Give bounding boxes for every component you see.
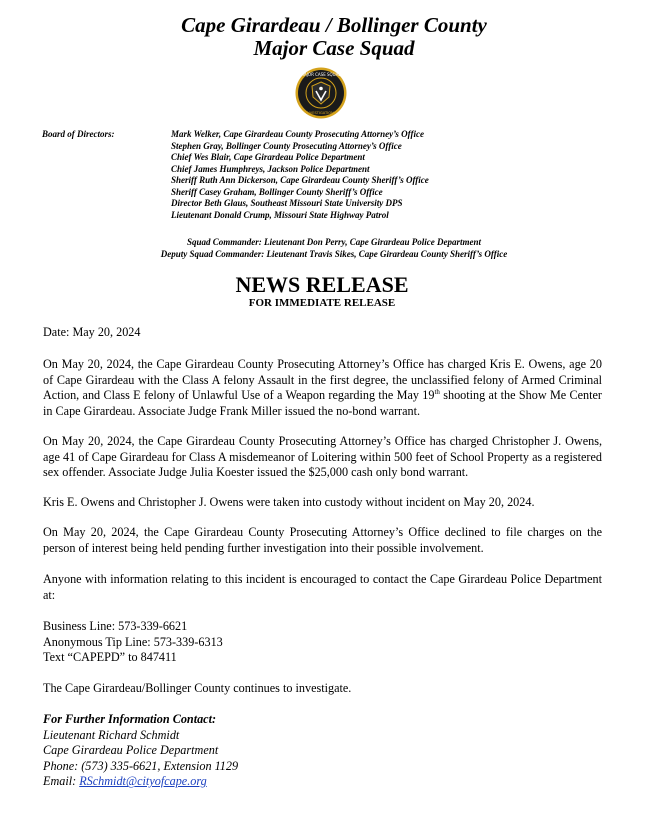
deputy-squad-commander: Deputy Squad Commander: Lieutenant Travis Sikes, Cape Girardeau County Sheriff’s Office (160, 249, 508, 259)
board-member: Sheriff Ruth Ann Dickerson, Cape Girardeau County Sheriff’s Office (171, 175, 429, 185)
contact-department: Cape Girardeau Police Department (43, 743, 219, 758)
title-line-2: Major Case Squad (253, 36, 415, 60)
paragraph-charges-christopher: On May 20, 2024, the Cape Girardeau County Prosecuting Attorney’s Office has charged Christopher J. Owens, age 41 of Cape Girardeau for Class A misdemeanor of Loitering within 500 feet of School Property as a registered sex offender. Associate Judge Julia Koester issued the $25,000 cash only bond warrant. (43, 434, 602, 480)
release-date: Date: May 20, 2024 (43, 325, 141, 339)
board-member: Director Beth Glaus, Southeast Missouri State University DPS (171, 198, 403, 208)
contact-phone-lines (43, 619, 602, 666)
paragraph-charges-kris: On May 20, 2024, the Cape Girardeau County Prosecuting Attorney’s Office has charged Kris E. Owens, age 20 of Cape Girardeau with the Class A felony Assault in the first degree, the unclassified felony of Armed Criminal Action, and Class E felony of Unlawful Use of a Weapon regarding the May 19th shooting at the Show Me Center in Cape Girardeau. Associate Judge Frank Miller issued the no-bond warrant. (43, 357, 602, 418)
squad-commander: Squad Commander: Lieutenant Don Perry, Cape Girardeau Police Department (187, 237, 481, 247)
paragraph-contact-request: Anyone with information relating to this incident is encouraged to contact the Cape Girardeau Police Department at: (43, 572, 602, 602)
board-member: Mark Welker, Cape Girardeau County Prosecuting Attorney’s Office (171, 129, 425, 139)
further-info-contact (43, 712, 238, 790)
paragraph-custody: Kris E. Owens and Christopher J. Owens were taken into custody without incident on May 20, 2024. (43, 495, 535, 509)
board-member: Chief James Humphreys, Jackson Police Department (171, 163, 370, 174)
contact-email-link[interactable]: RSchmidt@cityofcape.org (79, 774, 207, 789)
business-line: Business Line: 573-339-6621 (43, 619, 188, 633)
contact-email-row: Email: RSchmidt@cityofcape.org (43, 774, 207, 789)
anonymous-tip-line: Anonymous Tip Line: 573-339-6313 (43, 634, 223, 649)
immediate-release-subheading: FOR IMMEDIATE RELEASE (248, 297, 396, 309)
board-members-list (171, 129, 429, 221)
board-member: Sheriff Casey Graham, Bollinger County Sheriff’s Office (171, 186, 383, 197)
news-release-heading: NEWS RELEASE (235, 272, 409, 297)
board-member: Stephen Gray, Bollinger County Prosecuting Attorney’s Office (171, 140, 402, 151)
closing-statement: The Cape Girardeau/Bollinger County continues to investigate. (43, 681, 352, 695)
badge-bottom-text: INVESTIGATIONS (305, 111, 337, 115)
text-line: Text “CAPEPD” to 847411 (43, 650, 177, 665)
title-line-1: Cape Girardeau / Bollinger County (181, 13, 487, 37)
badge-top-text: MAJOR CASE SQUAD (300, 72, 342, 77)
paragraph-person-of-interest: On May 20, 2024, the Cape Girardeau County Prosecuting Attorney’s Office declined to file charges on the person of interest being held pending further investigation into their possible involvement. (43, 525, 602, 555)
board-member: Lieutenant Donald Crump, Missouri State Highway Patrol (171, 209, 389, 220)
contact-name: Lieutenant Richard Schmidt (43, 727, 180, 742)
squad-badge-logo (295, 67, 347, 119)
board-member: Chief Wes Blair, Cape Girardeau Police Department (171, 152, 365, 162)
contact-phone: Phone: (573) 335-6621, Extension 1129 (43, 758, 239, 773)
contact-heading: For Further Information Contact: (43, 712, 217, 726)
board-label: Board of Directors: (42, 129, 115, 139)
